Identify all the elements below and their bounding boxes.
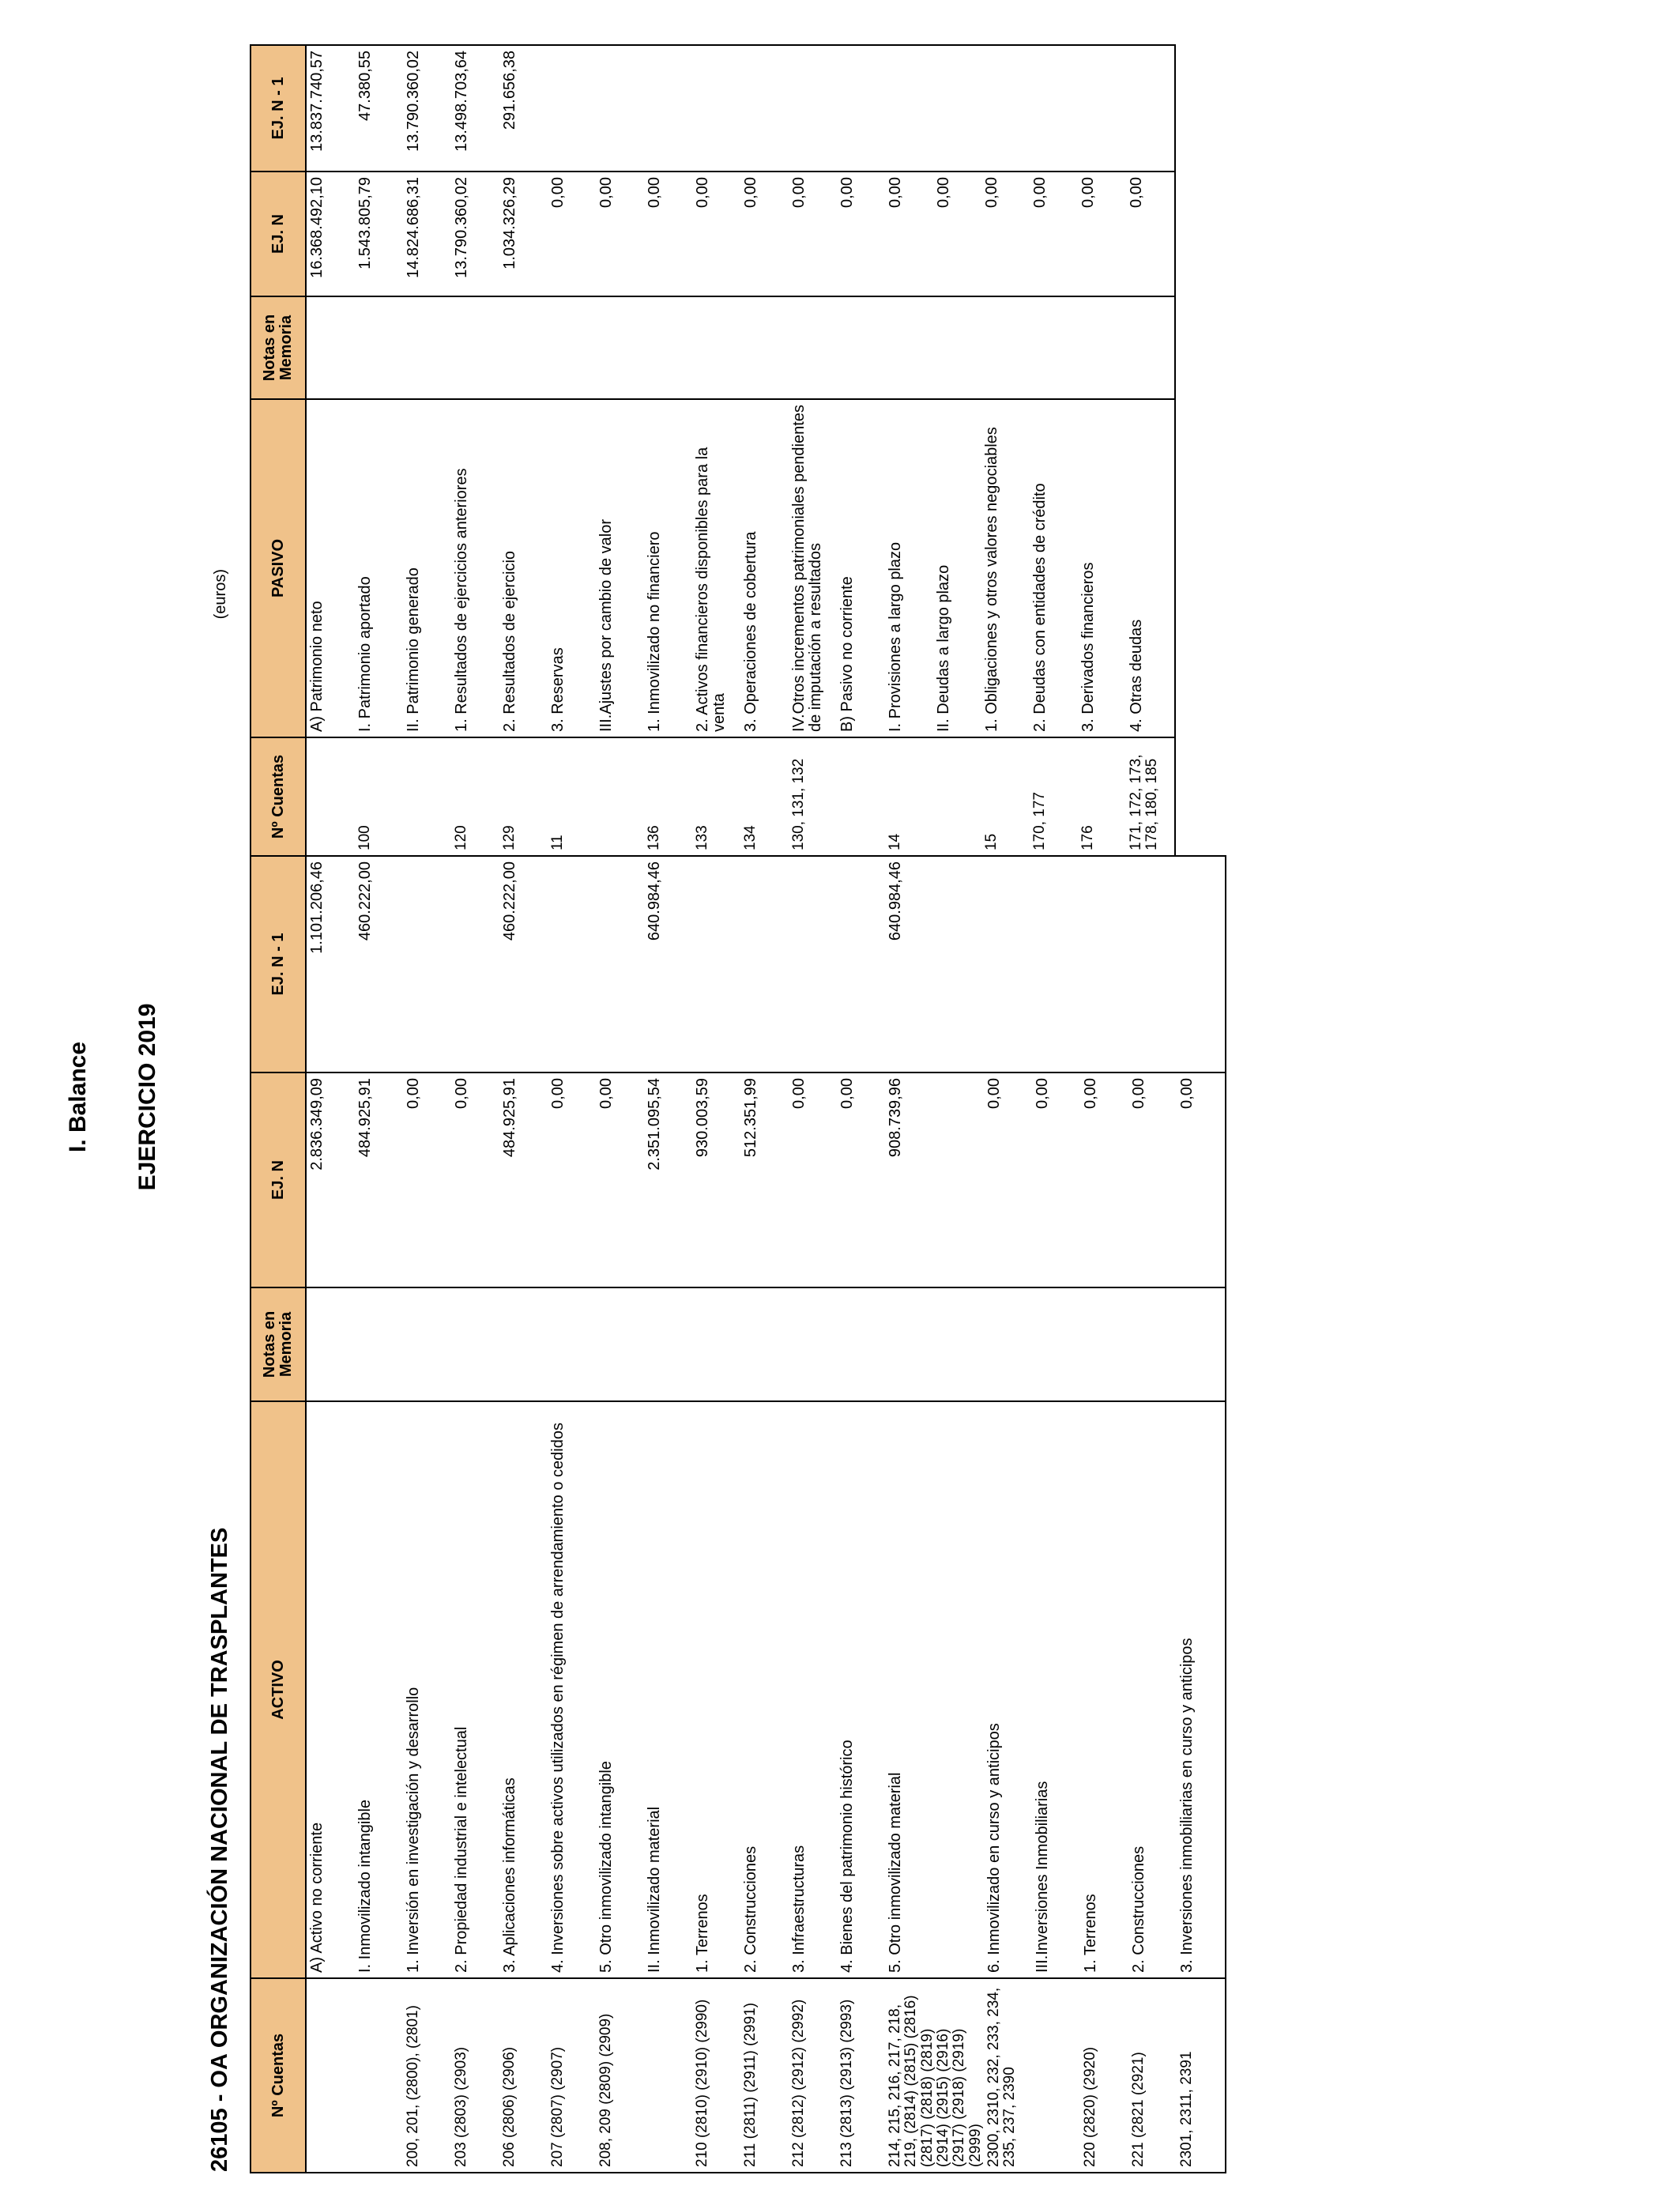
- pasivo-ejn1-cell: 13.498.703,64: [451, 45, 499, 172]
- activo-notas-header: Notas en Memoria: [250, 1287, 306, 1401]
- activo-concepto-cell: 4. Inversiones sobre activos utilizados en régimen de arrendamiento o cedidos: [548, 1401, 596, 1978]
- activo-row: [596, 856, 644, 2173]
- activo-notas-cell: [355, 1287, 403, 1401]
- pasivo-notas-cell: [933, 296, 981, 399]
- activo-cuentas-cell: 207 (2807) (2907): [548, 1978, 596, 2173]
- pasivo-cuentas-cell: 130, 131, 132: [789, 737, 837, 856]
- pasivo-notas-cell: [1126, 296, 1175, 399]
- pasivo-concepto-cell: B) Pasivo no corriente: [837, 399, 885, 737]
- activo-notas-cell: [789, 1287, 837, 1401]
- activo-table: [250, 855, 1226, 2173]
- pasivo-cuentas-cell: [596, 737, 644, 856]
- activo-ejn-cell: 2.351.095,54: [644, 1072, 692, 1287]
- pasivo-ejn1-cell: 13.837.740,57: [306, 45, 355, 172]
- activo-concepto-cell: 1. Terrenos: [692, 1401, 740, 1978]
- pasivo-concepto-cell: I. Patrimonio aportado: [355, 399, 403, 737]
- pasivo-ejn1-cell: [548, 45, 596, 172]
- pasivo-ejn1-cell: [1078, 45, 1126, 172]
- pasivo-row: [740, 45, 789, 856]
- activo-cuentas-cell: 213 (2813) (2913) (2993): [837, 1978, 885, 2173]
- activo-ejn1-cell: 460.222,00: [499, 856, 548, 1072]
- pasivo-ejn-cell: 0,00: [789, 172, 837, 296]
- pasivo-concepto-cell: A) Patrimonio neto: [306, 399, 355, 737]
- activo-ejn1-cell: [837, 856, 885, 1072]
- activo-row: [1032, 856, 1080, 2173]
- pasivo-notas-cell: [692, 296, 740, 399]
- activo-ejn-cell: 0,00: [984, 1072, 1032, 1287]
- activo-concepto-cell: 3. Aplicaciones informáticas: [499, 1401, 548, 1978]
- pasivo-ejn-cell: 0,00: [885, 172, 933, 296]
- activo-ejn-cell: 0,00: [1032, 1072, 1080, 1287]
- activo-ejn1-cell: [692, 856, 740, 1072]
- activo-ejn1-cell: [548, 856, 596, 1072]
- pasivo-cuentas-cell: 100: [355, 737, 403, 856]
- activo-concepto-cell: 1. Inversión en investigación y desarrollo: [403, 1401, 451, 1978]
- activo-notas-cell: [837, 1287, 885, 1401]
- activo-ejn1-cell: [596, 856, 644, 1072]
- pasivo-cuentas-cell: 134: [740, 737, 789, 856]
- activo-ejn1-cell: [451, 856, 499, 1072]
- pasivo-row: [451, 45, 499, 856]
- pasivo-row: [548, 45, 596, 856]
- pasivo-row: [403, 45, 451, 856]
- activo-notas-cell: [740, 1287, 789, 1401]
- pasivo-ejn1-cell: [740, 45, 789, 172]
- activo-ejn1-cell: [1128, 856, 1177, 1072]
- pasivo-concepto-cell: IV.Otros incrementos patrimoniales pendientes de imputación a resultados: [789, 399, 837, 737]
- activo-ejn-cell: 908.739,96: [885, 1072, 984, 1287]
- activo-row: [548, 856, 596, 2173]
- organization-name: 26105 - OA ORGANIZACIÓN NACIONAL DE TRASPLANTES: [207, 1527, 232, 2172]
- activo-row: [499, 856, 548, 2173]
- activo-cuentas-cell: 206 (2806) (2906): [499, 1978, 548, 2173]
- pasivo-row: [933, 45, 981, 856]
- pasivo-cuentas-cell: 11: [548, 737, 596, 856]
- pasivo-ejn-cell: 16.368.492,10: [306, 172, 355, 296]
- pasivo-cuentas-cell: 133: [692, 737, 740, 856]
- activo-ejn-cell: 0,00: [403, 1072, 451, 1287]
- activo-concepto-cell: 2. Construcciones: [1128, 1401, 1177, 1978]
- pasivo-ejn1-cell: [789, 45, 837, 172]
- activo-ejn1-cell: 640.984,46: [885, 856, 984, 1072]
- pasivo-row: [596, 45, 644, 856]
- activo-ejn-cell: 930.003,59: [692, 1072, 740, 1287]
- pasivo-concepto-cell: 3. Operaciones de cobertura: [740, 399, 789, 737]
- activo-notas-cell: [692, 1287, 740, 1401]
- activo-concepto-cell: 5. Otro inmovilizado material: [885, 1401, 984, 1978]
- pasivo-ejn-cell: 0,00: [548, 172, 596, 296]
- pasivo-concepto-cell: 2. Deudas con entidades de crédito: [1030, 399, 1078, 737]
- pasivo-header-row: [250, 45, 306, 856]
- activo-row: [644, 856, 692, 2173]
- pasivo-cuentas-cell: 129: [499, 737, 548, 856]
- activo-row: [403, 856, 451, 2173]
- activo-cuentas-cell: 203 (2803) (2903): [451, 1978, 499, 2173]
- pasivo-ejn1-cell: [933, 45, 981, 172]
- pasivo-row: [1078, 45, 1126, 856]
- activo-ejn1-cell: [740, 856, 789, 1072]
- activo-ejn-cell: 0,00: [837, 1072, 885, 1287]
- activo-concepto-cell: 3. Inversiones inmobiliarias en curso y anticipos: [1177, 1401, 1226, 1978]
- activo-cuentas-cell: 2301, 2311, 2391: [1177, 1978, 1226, 2173]
- activo-ejn-cell: 484.925,91: [499, 1072, 548, 1287]
- pasivo-ejn-cell: 0,00: [692, 172, 740, 296]
- pasivo-concepto-cell: 1. Inmovilizado no financiero: [644, 399, 692, 737]
- pasivo-concepto-cell: 1. Obligaciones y otros valores negociables: [981, 399, 1030, 737]
- activo-row: [355, 856, 403, 2173]
- pasivo-notas-cell: [789, 296, 837, 399]
- activo-cuentas-cell: 210 (2810) (2910) (2990): [692, 1978, 740, 2173]
- pasivo-concepto-cell: II. Deudas a largo plazo: [933, 399, 981, 737]
- activo-row: [789, 856, 837, 2173]
- pasivo-ejn1-cell: 291.656,38: [499, 45, 548, 172]
- page-title: I. Balance: [65, 1041, 91, 1153]
- activo-row: [1080, 856, 1128, 2173]
- pasivo-cuentas-cell: 170, 177: [1030, 737, 1078, 856]
- activo-concepto-cell: I. Inmovilizado intangible: [355, 1401, 403, 1978]
- pasivo-notas-cell: [837, 296, 885, 399]
- activo-ejn1-cell: 640.984,46: [644, 856, 692, 1072]
- activo-concepto-cell: A) Activo no corriente: [306, 1401, 355, 1978]
- activo-ejn-cell: 484.925,91: [355, 1072, 403, 1287]
- pasivo-notas-cell: [306, 296, 355, 399]
- pasivo-cuentas-cell: [306, 737, 355, 856]
- pasivo-notas-cell: [644, 296, 692, 399]
- activo-row: [885, 856, 984, 2173]
- pasivo-concepto-cell: 2. Activos financieros disponibles para la venta: [692, 399, 740, 737]
- pasivo-cuentas-cell: 136: [644, 737, 692, 856]
- activo-notas-cell: [596, 1287, 644, 1401]
- activo-notas-cell: [984, 1287, 1032, 1401]
- activo-ejn1-cell: [984, 856, 1032, 1072]
- activo-row: [692, 856, 740, 2173]
- pasivo-body: [306, 45, 1175, 856]
- pasivo-ejn-header: EJ. N: [250, 172, 306, 296]
- activo-row: [1177, 856, 1226, 2173]
- pasivo-ejn1-cell: [1126, 45, 1175, 172]
- pasivo-ejn-cell: 0,00: [1126, 172, 1175, 296]
- pasivo-ejn-cell: 0,00: [1078, 172, 1126, 296]
- activo-ejn-cell: 0,00: [1177, 1072, 1226, 1287]
- pasivo-concepto-cell: I. Provisiones a largo plazo: [885, 399, 933, 737]
- pasivo-concepto-cell: 4. Otras deudas: [1126, 399, 1175, 737]
- activo-ejn-cell: 0,00: [548, 1072, 596, 1287]
- pasivo-concepto-cell: II. Patrimonio generado: [403, 399, 451, 737]
- pasivo-ejn-cell: 0,00: [1030, 172, 1078, 296]
- activo-ejn1-cell: [1177, 856, 1226, 1072]
- activo-notas-cell: [644, 1287, 692, 1401]
- activo-ejn1-cell: [1032, 856, 1080, 1072]
- pasivo-ejn-cell: 0,00: [933, 172, 981, 296]
- pasivo-cuentas-cell: [403, 737, 451, 856]
- pasivo-notas-cell: [403, 296, 451, 399]
- activo-cuentas-header: Nº Cuentas: [250, 1978, 306, 2173]
- pasivo-ejn1-cell: 13.790.360,02: [403, 45, 451, 172]
- activo-notas-cell: [885, 1287, 984, 1401]
- pasivo-notas-cell: [885, 296, 933, 399]
- activo-concepto-cell: 3. Infraestructuras: [789, 1401, 837, 1978]
- pasivo-notas-header: Notas en Memoria: [250, 296, 306, 399]
- pasivo-cuentas-cell: 171, 172, 173, 178, 180, 185: [1126, 737, 1175, 856]
- activo-concepto-cell: II. Inmovilizado material: [644, 1401, 692, 1978]
- activo-cuentas-cell: [644, 1978, 692, 2173]
- activo-row: [837, 856, 885, 2173]
- activo-ejn1-cell: 460.222,00: [355, 856, 403, 1072]
- pasivo-ejn1-cell: [885, 45, 933, 172]
- pasivo-row: [789, 45, 837, 856]
- pasivo-ejn-cell: 0,00: [981, 172, 1030, 296]
- activo-body: [306, 856, 1226, 2173]
- activo-row: [451, 856, 499, 2173]
- pasivo-notas-cell: [1078, 296, 1126, 399]
- activo-ejn1-cell: [403, 856, 451, 1072]
- pasivo-ejn-cell: 0,00: [596, 172, 644, 296]
- activo-notas-cell: [306, 1287, 355, 1401]
- pasivo-notas-cell: [740, 296, 789, 399]
- activo-concepto-cell: III.Inversiones Inmobiliarias: [1032, 1401, 1080, 1978]
- pasivo-concepto-cell: 1. Resultados de ejercicios anteriores: [451, 399, 499, 737]
- pasivo-ejn-cell: 0,00: [644, 172, 692, 296]
- activo-cuentas-cell: 220 (2820) (2920): [1080, 1978, 1128, 2173]
- activo-cuentas-cell: [306, 1978, 355, 2173]
- activo-ejn1-cell: [789, 856, 837, 1072]
- pasivo-notas-cell: [981, 296, 1030, 399]
- activo-row: [740, 856, 789, 2173]
- activo-cuentas-cell: 214, 215, 216, 217, 218, 219, (2814) (2815) (2816) (2817) (2818) (2819) (2914) (2915) (2916) (2917) (2918) (2919) (2999): [885, 1978, 984, 2173]
- pasivo-row: [837, 45, 885, 856]
- activo-notas-cell: [451, 1287, 499, 1401]
- pasivo-ejn-cell: 0,00: [740, 172, 789, 296]
- activo-ejn-cell: 0,00: [789, 1072, 837, 1287]
- pasivo-row: [355, 45, 403, 856]
- pasivo-row: [981, 45, 1030, 856]
- pasivo-table: [250, 44, 1176, 857]
- activo-concepto-cell: 5. Otro inmovilizado intangible: [596, 1401, 644, 1978]
- pasivo-cuentas-cell: [837, 737, 885, 856]
- activo-notas-cell: [499, 1287, 548, 1401]
- activo-cuentas-cell: 221 (2821 (2921): [1128, 1978, 1177, 2173]
- pasivo-ejn1-cell: 47.380,55: [355, 45, 403, 172]
- pasivo-ejn1-cell: [644, 45, 692, 172]
- pasivo-ejn1-cell: [1030, 45, 1078, 172]
- pasivo-ejn-cell: 0,00: [837, 172, 885, 296]
- pasivo-cuentas-header: Nº Cuentas: [250, 737, 306, 856]
- pasivo-cuentas-cell: [933, 737, 981, 856]
- activo-cuentas-cell: 200, 201, (2800), (2801): [403, 1978, 451, 2173]
- pasivo-concepto-cell: 3. Derivados financieros: [1078, 399, 1126, 737]
- activo-ejn1-cell: 1.101.206,46: [306, 856, 355, 1072]
- activo-ejn-cell: 512.351,99: [740, 1072, 789, 1287]
- activo-cuentas-cell: [1032, 1978, 1080, 2173]
- pasivo-row: [1030, 45, 1078, 856]
- activo-ejn1-header: EJ. N - 1: [250, 856, 306, 1072]
- currency-unit: (euros): [212, 569, 229, 620]
- pasivo-cuentas-cell: 15: [981, 737, 1030, 856]
- pasivo-row: [644, 45, 692, 856]
- activo-ejn-cell: 0,00: [1128, 1072, 1177, 1287]
- pasivo-ejn1-header: EJ. N - 1: [250, 45, 306, 172]
- activo-concepto-cell: 6. Inmovilizado en curso y anticipos: [984, 1401, 1032, 1978]
- activo-notas-cell: [1032, 1287, 1080, 1401]
- activo-ejn1-cell: [1080, 856, 1128, 1072]
- pasivo-ejn-cell: 14.824.686,31: [403, 172, 451, 296]
- pasivo-ejn-cell: 1.034.326,29: [499, 172, 548, 296]
- pasivo-row: [499, 45, 548, 856]
- pasivo-ejn1-cell: [692, 45, 740, 172]
- activo-cuentas-cell: 211 (2811) (2911) (2991): [740, 1978, 789, 2173]
- pasivo-cuentas-cell: 14: [885, 737, 933, 856]
- pasivo-ejn1-cell: [596, 45, 644, 172]
- activo-cuentas-cell: 2300, 2310, 232, 233, 234, 235, 237, 2390: [984, 1978, 1032, 2173]
- pasivo-cuentas-cell: 120: [451, 737, 499, 856]
- activo-ejn-cell: 0,00: [596, 1072, 644, 1287]
- pasivo-row: [692, 45, 740, 856]
- activo-concepto-cell: 1. Terrenos: [1080, 1401, 1128, 1978]
- activo-row: [984, 856, 1032, 2173]
- pasivo-ejn-cell: 13.790.360,02: [451, 172, 499, 296]
- pasivo-concepto-cell: 3. Reservas: [548, 399, 596, 737]
- pasivo-cuentas-cell: 176: [1078, 737, 1126, 856]
- activo-ejn-cell: 2.836.349,09: [306, 1072, 355, 1287]
- pasivo-notas-cell: [548, 296, 596, 399]
- activo-notas-cell: [1177, 1287, 1226, 1401]
- pasivo-row: [1126, 45, 1175, 856]
- activo-header: ACTIVO: [250, 1401, 306, 1978]
- activo-concepto-cell: 2. Propiedad industrial e intelectual: [451, 1401, 499, 1978]
- activo-ejn-cell: 0,00: [1080, 1072, 1128, 1287]
- activo-header-row: [250, 856, 306, 2173]
- activo-row: [306, 856, 355, 2173]
- activo-cuentas-cell: 212 (2812) (2912) (2992): [789, 1978, 837, 2173]
- pasivo-notas-cell: [1030, 296, 1078, 399]
- pasivo-header: PASIVO: [250, 399, 306, 737]
- activo-cuentas-cell: 208, 209 (2809) (2909): [596, 1978, 644, 2173]
- activo-notas-cell: [1080, 1287, 1128, 1401]
- pasivo-row: [885, 45, 933, 856]
- activo-notas-cell: [548, 1287, 596, 1401]
- pasivo-concepto-cell: 2. Resultados de ejercicio: [499, 399, 548, 737]
- pasivo-row: [306, 45, 355, 856]
- ejercicio-title: EJERCICIO 2019: [134, 1003, 160, 1191]
- pasivo-concepto-cell: III.Ajustes por cambio de valor: [596, 399, 644, 737]
- pasivo-ejn-cell: 1.543.805,79: [355, 172, 403, 296]
- activo-concepto-cell: 2. Construcciones: [740, 1401, 789, 1978]
- activo-cuentas-cell: [355, 1978, 403, 2173]
- pasivo-notas-cell: [596, 296, 644, 399]
- pasivo-ejn1-cell: [837, 45, 885, 172]
- pasivo-notas-cell: [499, 296, 548, 399]
- pasivo-ejn1-cell: [981, 45, 1030, 172]
- activo-ejn-header: EJ. N: [250, 1072, 306, 1287]
- activo-notas-cell: [1128, 1287, 1177, 1401]
- activo-notas-cell: [403, 1287, 451, 1401]
- activo-ejn-cell: 0,00: [451, 1072, 499, 1287]
- pasivo-notas-cell: [355, 296, 403, 399]
- activo-row: [1128, 856, 1177, 2173]
- activo-concepto-cell: 4. Bienes del patrimonio histórico: [837, 1401, 885, 1978]
- pasivo-notas-cell: [451, 296, 499, 399]
